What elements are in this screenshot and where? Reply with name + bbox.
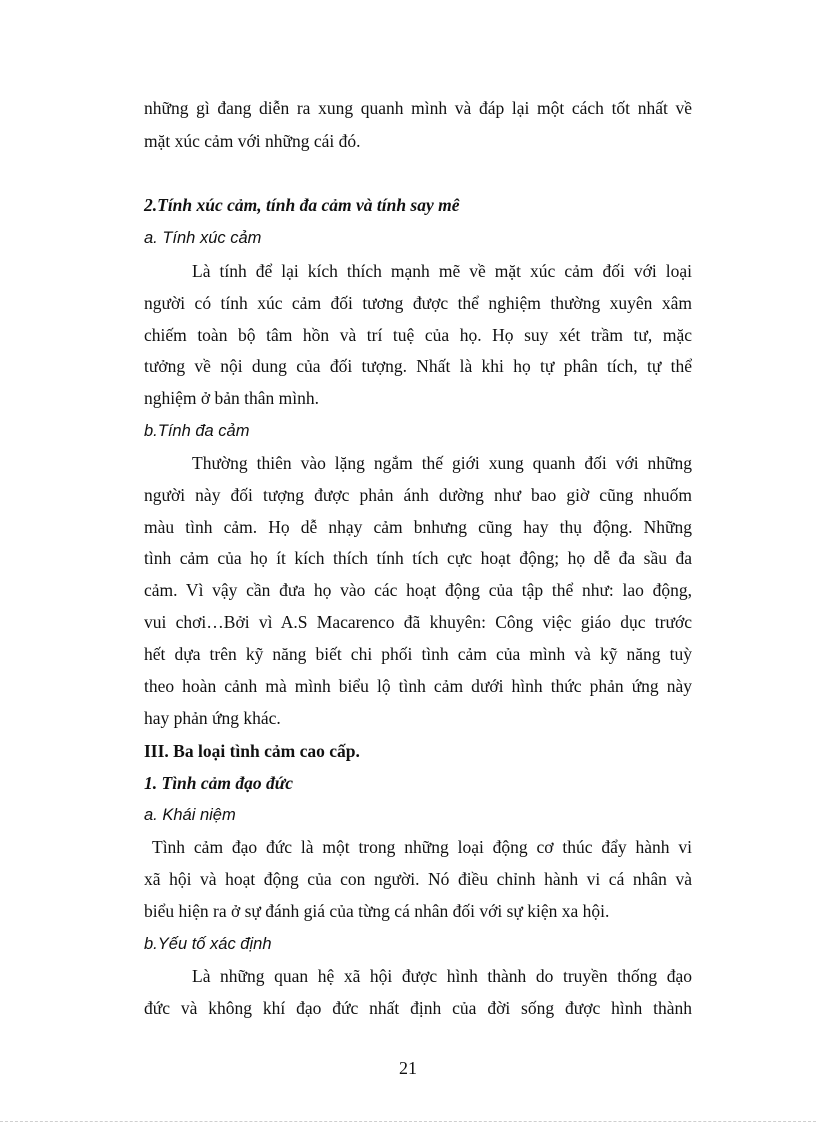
page-number: 21 xyxy=(399,1058,417,1078)
body-line: Thường thiên vào lặng ngắm thế giới xung quanh đối với những xyxy=(192,453,692,473)
body-line: theo hoàn cảnh mà mình biểu lộ tình cảm dưới hình thức phản ứng này xyxy=(144,676,692,696)
body-line: tình cảm của họ ít kích thích tính tích cực hoạt động; họ dễ đa sầu đa xyxy=(144,548,692,568)
body-line: nghiệm ở bản thân mình. xyxy=(144,388,319,408)
body-line: cảm. Vì vậy cần đưa họ vào các hoạt động của tập thể như: lao động, xyxy=(144,580,692,600)
body-line: Là những quan hệ xã hội được hình thành do truyền thống đạo xyxy=(192,966,692,986)
subsection-heading: b.Yếu tố xác định xyxy=(144,935,272,953)
body-line: đức và không khí đạo đức nhất định của đời sống được hình thành xyxy=(144,998,692,1018)
chapter-heading: III. Ba loại tình cảm cao cấp. xyxy=(144,741,360,761)
body-line: người có tính xúc cảm đối tương được thể nghiệm thường xuyên xâm xyxy=(144,293,692,313)
body-line: những gì đang diễn ra xung quanh mình và đáp lại một cách tốt nhất về xyxy=(144,98,692,118)
subsection-heading: a. Tính xúc cảm xyxy=(144,229,262,247)
body-line: vui chơi…Bởi vì A.S Macarenco đã khuyên: Công việc giáo dục trước xyxy=(144,612,692,632)
body-line: người này đối tượng được phản ánh dường như bao giờ cũng nhuốm xyxy=(144,485,692,505)
body-line: hết dựa trên kỹ năng biết chi phối tình cảm của mình và kỹ năng tuỳ xyxy=(144,644,692,664)
body-line: hay phản ứng khác. xyxy=(144,708,281,728)
body-line: biểu hiện ra ở sự đánh giá của từng cá nhân đối với sự kiện xa hội. xyxy=(144,901,610,921)
subsection-heading: b.Tính đa cảm xyxy=(144,422,250,440)
body-line: màu tình cảm. Họ dễ nhạy cảm bnhưng cũng hay thụ động. Những xyxy=(144,517,692,537)
body-line: chiếm toàn bộ tâm hồn và trí tuệ của họ. Họ suy xét trầm tư, mặc xyxy=(144,325,692,345)
section-heading: 1. Tình cảm đạo đức xyxy=(144,773,294,793)
section-heading: 2.Tính xúc cảm, tính đa cảm và tính say mê xyxy=(144,195,460,215)
body-line: tưởng về nội dung của đối tượng. Nhất là khi họ tự phân tích, tự thể xyxy=(144,356,692,376)
body-line: Tình cảm đạo đức là một trong những loại động cơ thúc đẩy hành vi xyxy=(152,837,692,857)
subsection-heading: a. Khái niệm xyxy=(144,806,236,824)
page-bottom-rule xyxy=(0,1121,816,1122)
body-line: xã hội và hoạt động của con người. Nó điều chỉnh hành vi cá nhân và xyxy=(144,869,692,889)
body-line: Là tính để lại kích thích mạnh mẽ về mặt xúc cảm đối với loại xyxy=(192,261,692,281)
body-line: mặt xúc cảm với những cái đó. xyxy=(144,131,361,151)
